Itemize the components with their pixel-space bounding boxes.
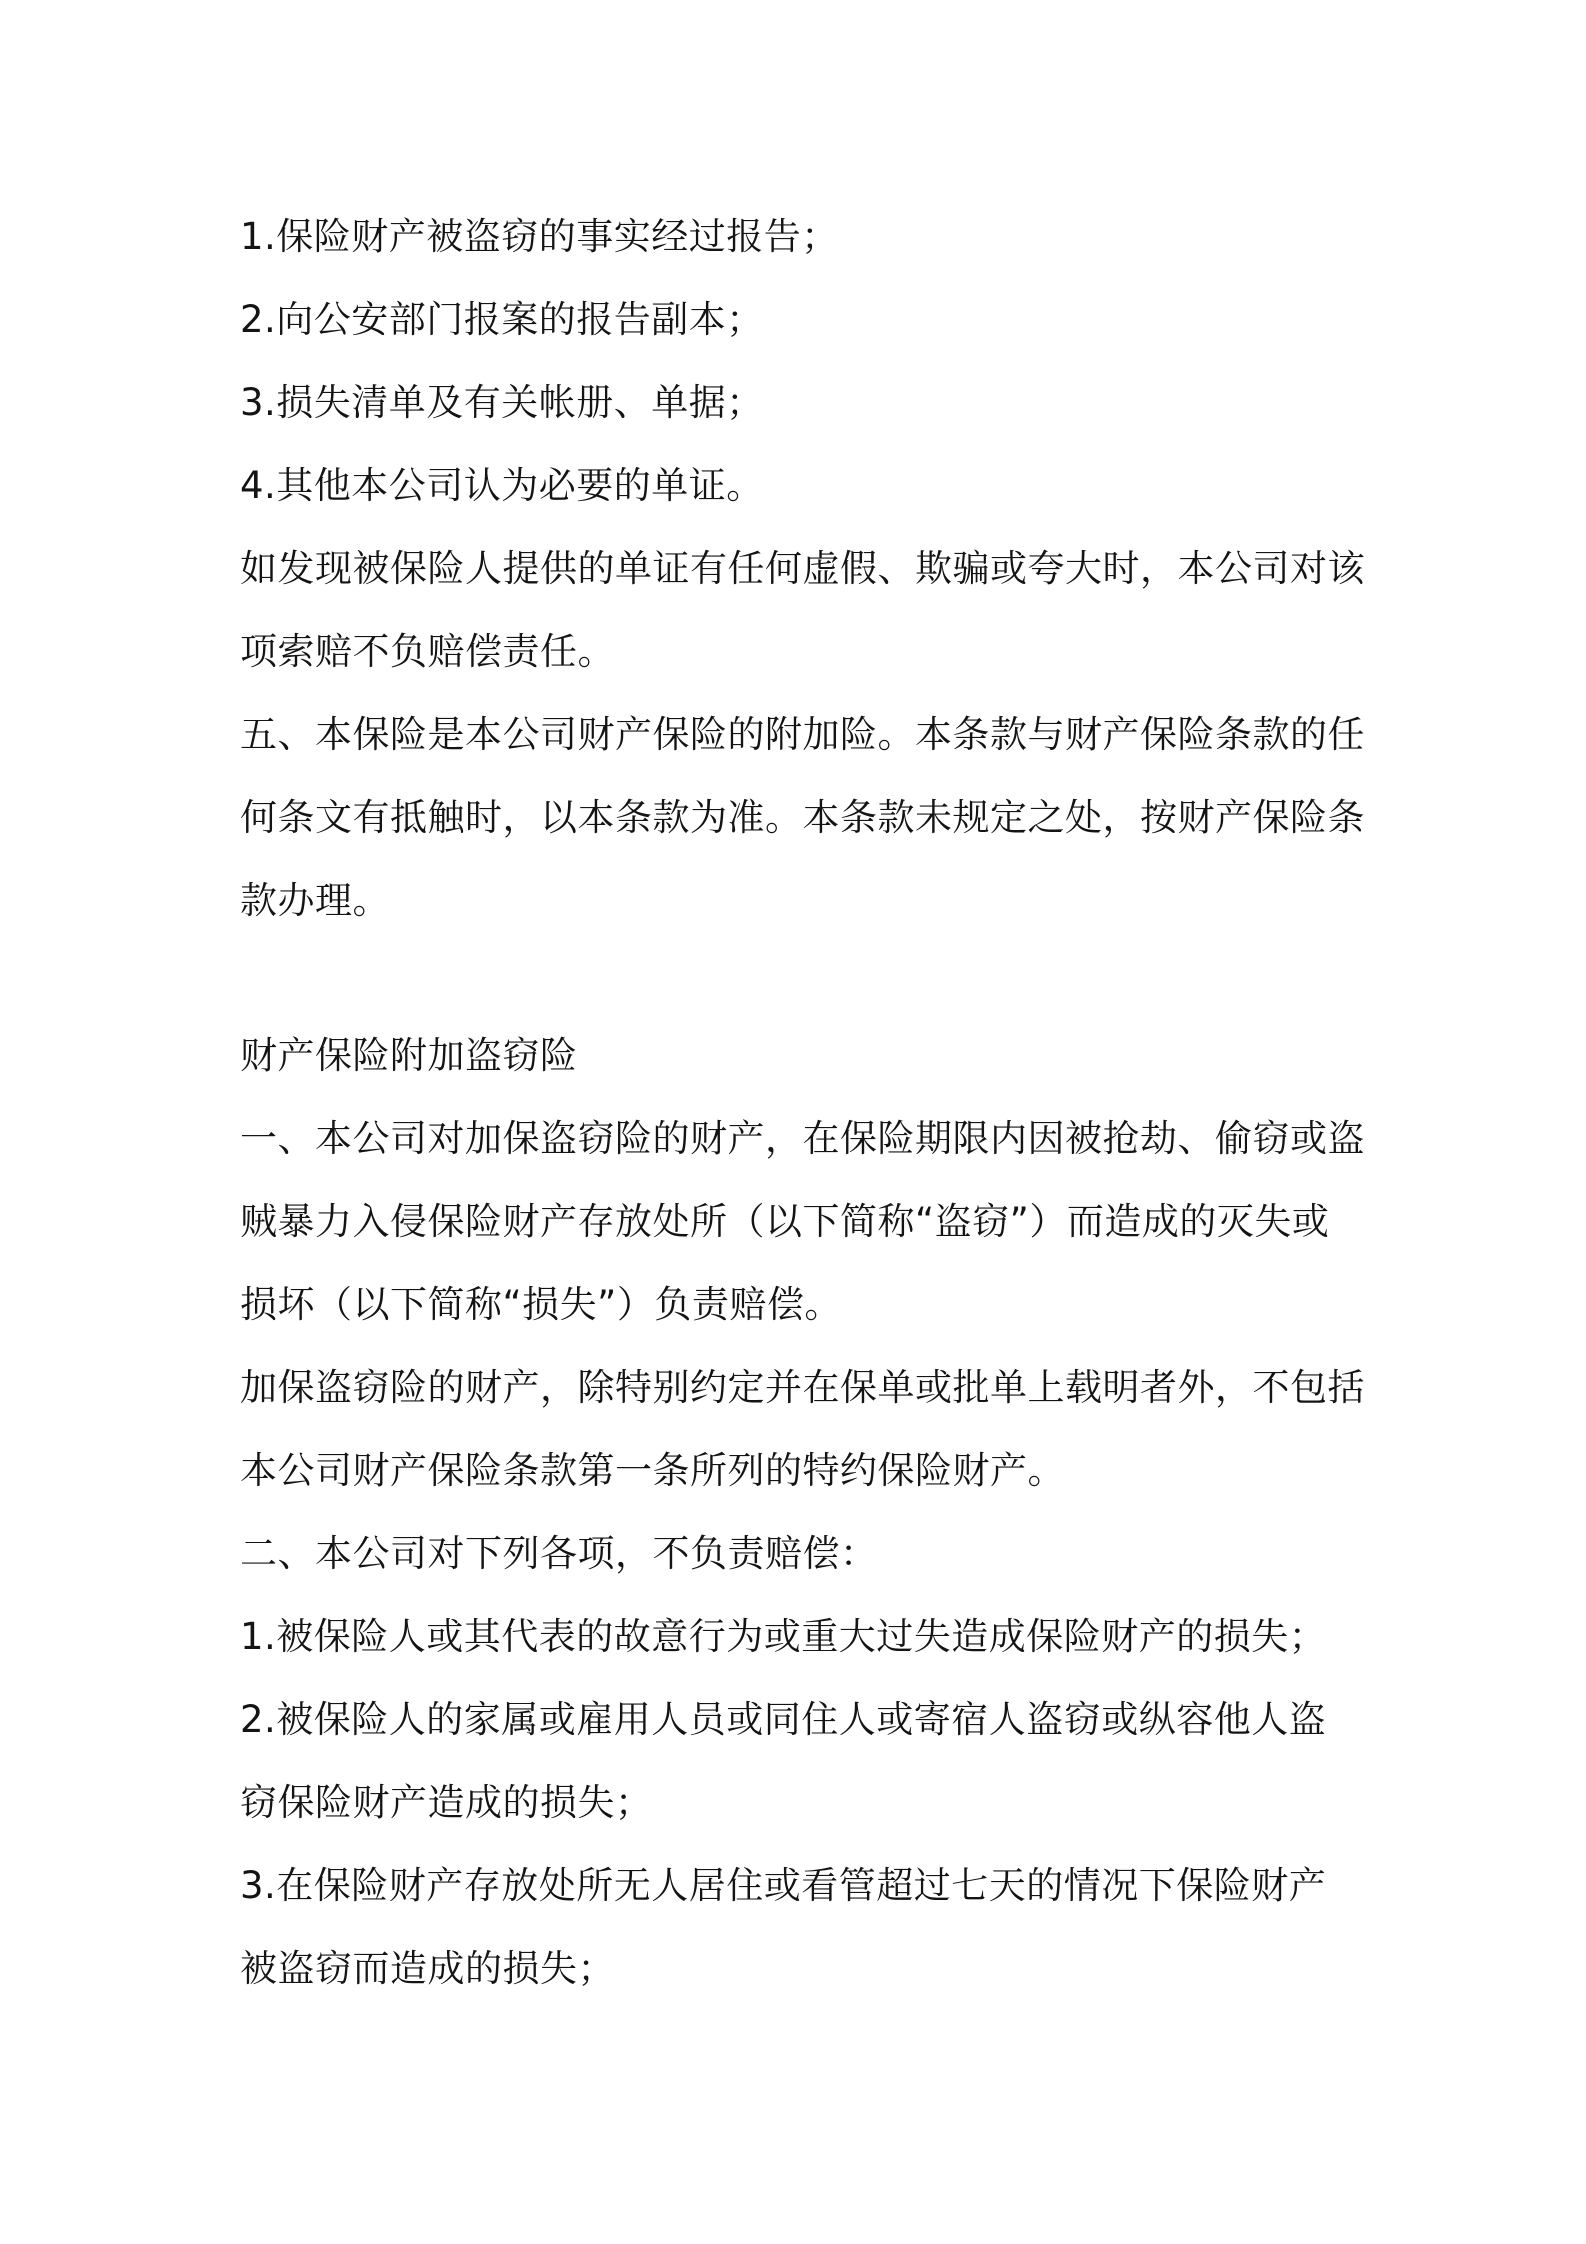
clause-two-heading: 二、本公司对下列各项，不负责赔偿： xyxy=(240,1532,878,1575)
list-item-police-copy: 2.向公安部门报案的报告副本； xyxy=(240,298,764,341)
paragraph-false-claim-line-1: 如发现被保险人提供的单证有任何虚假、欺骗或夸大时，本公司对该 xyxy=(240,547,1365,590)
exclusion-item-2-line-2: 窃保险财产造成的损失； xyxy=(240,1781,653,1824)
clause-one-line-2: 贼暴力入侵保险财产存放处所（以下简称“盗窃”）而造成的灭失或 xyxy=(240,1200,1330,1243)
clause-one-line-3: 损坏（以下简称“损失”）负责赔偿。 xyxy=(240,1283,842,1326)
clause-five-line-3: 款办理。 xyxy=(240,879,390,922)
clause-one-line-1: 一、本公司对加保盗窃险的财产，在保险期限内因被抢劫、偷窃或盗 xyxy=(240,1117,1365,1160)
exclusion-note-line-1: 加保盗窃险的财产，除特别约定并在保单或批单上载明者外，不包括 xyxy=(240,1366,1365,1409)
section-spacer xyxy=(240,942,1360,1014)
exclusion-item-2-line-1: 2.被保险人的家属或雇用人员或同住人或寄宿人盗窃或纵容他人盗 xyxy=(240,1698,1327,1741)
document-body xyxy=(240,195,1365,2010)
list-item-loss-list: 3.损失清单及有关帐册、单据； xyxy=(240,381,764,424)
clause-five-line-2: 何条文有抵触时，以本条款为准。本条款未规定之处，按财产保险条 xyxy=(240,796,1365,839)
exclusion-item-3-line-1: 3.在保险财产存放处所无人居住或看管超过七天的情况下保险财产 xyxy=(240,1864,1327,1907)
list-item-report: 1.保险财产被盗窃的事实经过报告； xyxy=(240,215,839,258)
exclusion-item-3-line-2: 被盗窃而造成的损失； xyxy=(240,1947,615,1990)
paragraph-false-claim-line-2: 项索赔不负赔偿责任。 xyxy=(240,630,615,673)
exclusion-item-1: 1.被保险人或其代表的故意行为或重大过失造成保险财产的损失； xyxy=(240,1615,1327,1658)
list-item-other-docs: 4.其他本公司认为必要的单证。 xyxy=(240,464,764,507)
clause-five-line-1: 五、本保险是本公司财产保险的附加险。本条款与财产保险条款的任 xyxy=(240,713,1365,756)
exclusion-note-line-2: 本公司财产保险条款第一条所列的特约保险财产。 xyxy=(240,1449,1065,1492)
section-title: 财产保险附加盗窃险 xyxy=(240,1034,578,1077)
